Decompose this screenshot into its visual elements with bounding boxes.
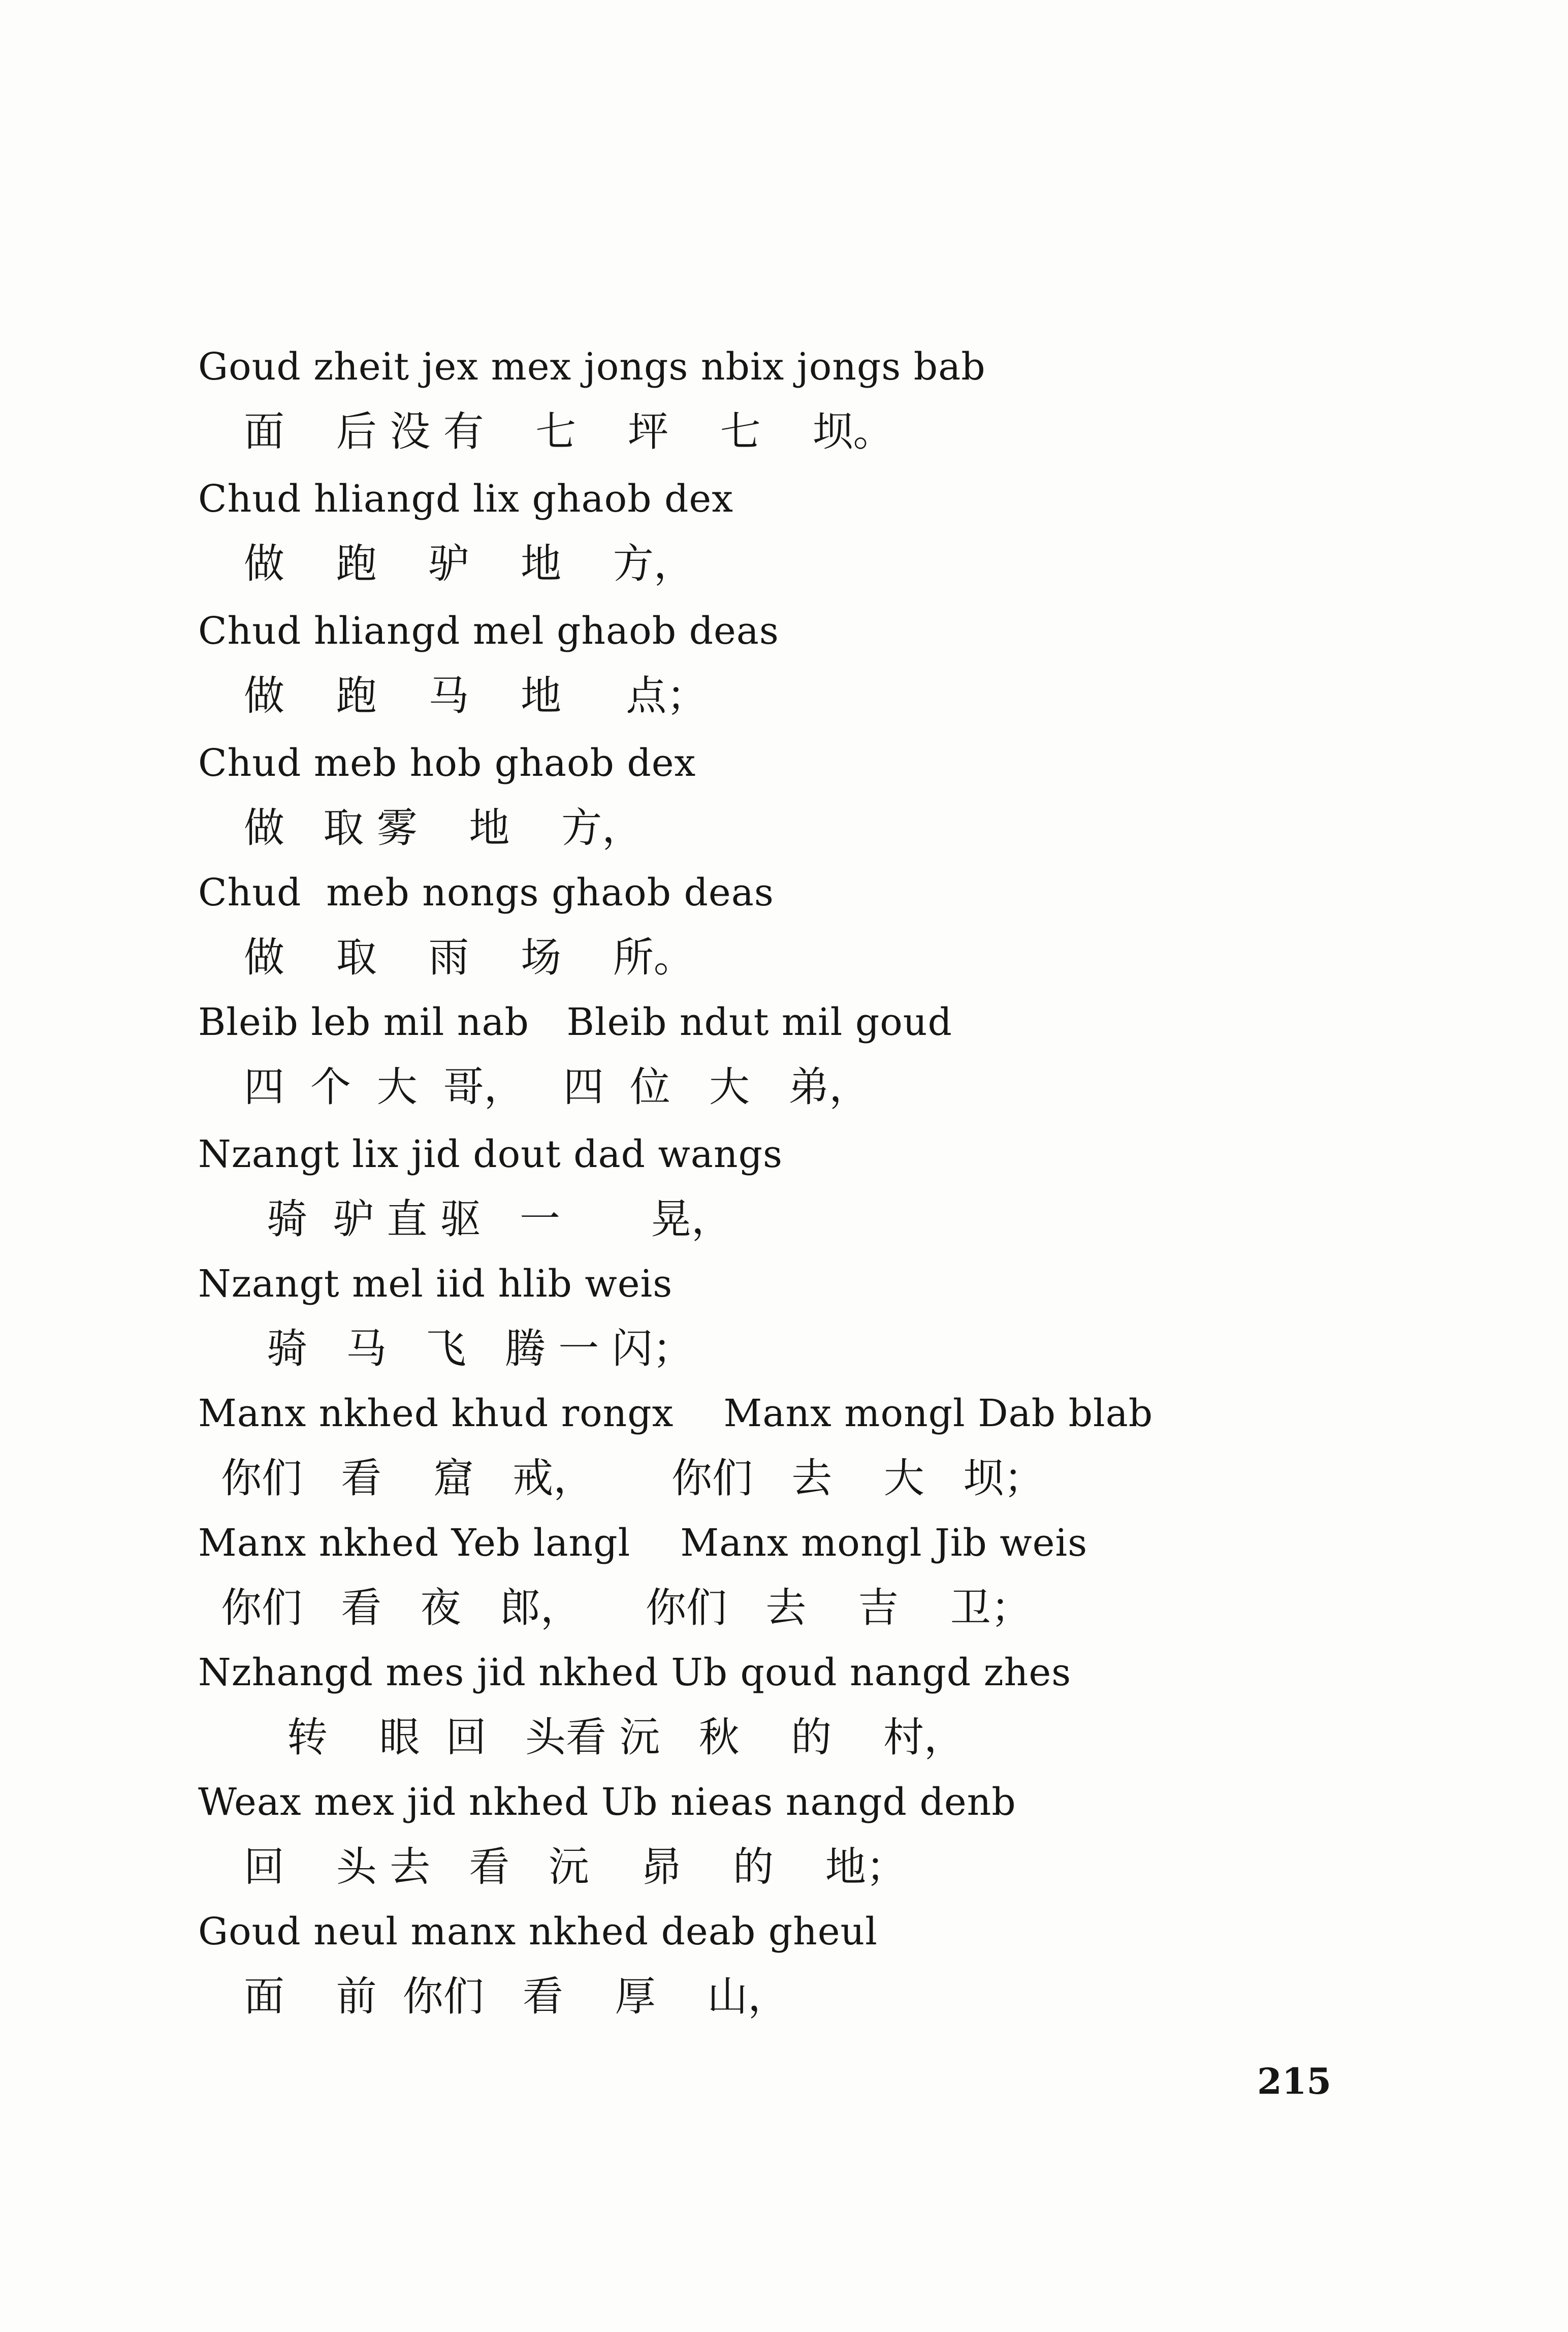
chinese-line: 四 个 大 哥， 四 位 大 弟，	[244, 1063, 870, 1111]
chinese-line: 你们 看 夜 郎， 你们 去 吉 卫；	[221, 1584, 1032, 1631]
latin-line: Goud neul manx nkhed deab gheul	[198, 1910, 878, 1953]
latin-line: Chud hliangd mel ghaob deas	[198, 609, 779, 653]
latin-line: Manx nkhed Yeb langl Manx mongl Jib weis	[198, 1521, 1088, 1565]
chinese-line: 做 取 雾 地 方，	[244, 804, 643, 852]
latin-line: Chud hliangd lix ghaob dex	[198, 477, 733, 521]
latin-line: Weax mex jid nkhed Ub nieas nangd denb	[198, 1780, 1016, 1824]
chinese-line: 转 眼 回 头看 沅 秋 的 村，	[287, 1714, 965, 1761]
latin-line: Nzhangd mes jid nkhed Ub qoud nangd zhes	[198, 1651, 1072, 1694]
chinese-line: 做 跑 驴 地 方，	[244, 540, 694, 587]
chinese-line: 面 前 你们 看 厚 山，	[244, 1973, 789, 2020]
chinese-line: 骑 马 飞 腾 一 闪；	[267, 1325, 693, 1372]
chinese-line: 做 跑 马 地 点；	[244, 672, 708, 719]
chinese-line: 回 头 去 看 沅 昴 的 地；	[244, 1843, 907, 1890]
latin-line: Nzangt mel iid hlib weis	[198, 1262, 673, 1306]
latin-line: Goud zheit jex mex jongs nbix jongs bab	[198, 345, 986, 389]
chinese-line: 面 后 没 有 七 坪 七 坝。	[244, 408, 894, 455]
latin-line: Manx nkhed khud rongx Manx mongl Dab blab	[198, 1392, 1154, 1435]
latin-line: Chud meb nongs ghaob deas	[198, 871, 774, 915]
chinese-line: 骑 驴 直 驱 一 晃，	[267, 1195, 732, 1243]
latin-line: Bleib leb mil nab Bleib ndut mil goud	[198, 1000, 952, 1044]
latin-line: Nzangt lix jid dout dad wangs	[198, 1132, 783, 1176]
latin-line: Chud meb hob ghaob dex	[198, 741, 696, 785]
chinese-line: 你们 看 窟 戒， 你们 去 大 坝；	[221, 1455, 1045, 1502]
chinese-line: 做 取 雨 场 所。	[244, 934, 694, 981]
page-number: 215	[1257, 2060, 1332, 2102]
